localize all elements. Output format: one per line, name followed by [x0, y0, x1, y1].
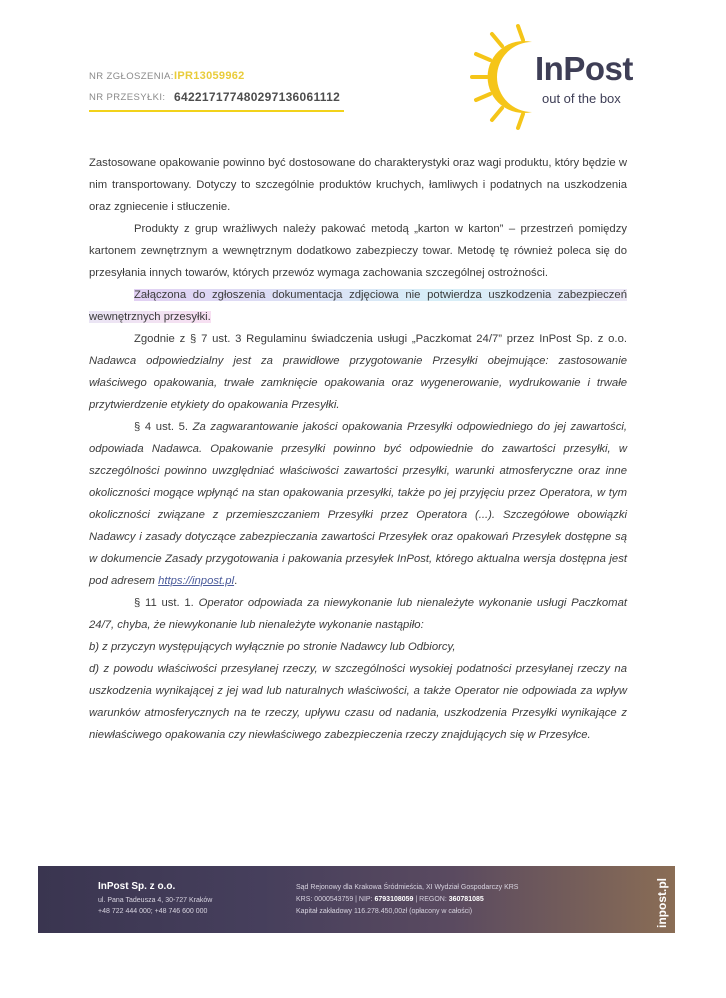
parcel-number-label: NR PRZESYŁKI: [89, 92, 166, 103]
regulation-11-lead: § 11 ust. 1. [134, 597, 194, 609]
paragraph-regulation-7 [89, 328, 627, 416]
footer-capital: Kapitał zakładowy 116.278.450,00zł (opłacony w całości) [296, 908, 473, 915]
regulation-4-lead: § 4 ust. 5. [134, 421, 189, 433]
inpost-link[interactable]: https://inpost.pl [158, 575, 235, 587]
paragraph-photo-documentation [89, 284, 627, 328]
regulation-4-quote: Za zagwarantowanie jakości opakowania Przesyłki odpowiedniego do jej zawartości, odpowiada Nadawca. Opakowanie przesyłki powinno być odpowiednie do zawartości przesyłki, w szczególności powinno uwzględniać właściwości zawartości przesyłki, warunki atmosferyczne oraz inne okoliczności mogące wpłynąć na stan opakowania przesyłki, także po jej przyjęciu przez Operatora, w tym okoliczności związane z przemieszczaniem Przesyłki przez Operatora (...). Szczegółowe obowiązki Nadawcy i zasady dotyczące zabezpieczania zawartości Przesyłek oraz opakowań Przesyłek dostępne są w dokumencie Zasady przygotowania i pakowania przesyłek InPost, którego aktualna wersja dostępna jest pod adresem [89, 421, 627, 587]
footer-regon-label: | REGON: [415, 896, 447, 903]
paragraph-packaging: Zastosowane opakowanie powinno być dostosowane do charakterystyki oraz wagi produktu, który będzie w nim transportowany. Dotyczy to szczególnie produktów kruchych, łamliwych i podatnych na uszkodzenia oraz zgniecenie i stłuczenie. [89, 157, 627, 213]
claim-number-value: IPR13059962 [174, 70, 245, 82]
footer-brand-text: inpost.pl [655, 878, 669, 928]
footer-banner [38, 866, 675, 933]
header-underline [89, 110, 344, 112]
logo-name: InPost [535, 50, 633, 87]
footer-company-name: InPost Sp. z o.o. [98, 881, 176, 892]
paragraph-regulation-4: § 4 ust. 5. Za zagwarantowanie jakości opakowania Przesyłki odpowiedniego do jej zawartości, odpowiada Nadawca. Opakowanie przesyłki powinno być odpowiednie do zawartości przesyłki, w szczególności powinno uwzględniać właściwości zawartości przesyłki, warunki atmosferyczne oraz inne okoliczności mogące wpłynąć na stan opakowania przesyłki, także po jej przyjęciu przez Operatora, w tym okoliczności związane z przemieszczaniem Przesyłki przez Operatora (...). Szczegółowe obowiązki Nadawcy i zasady dotyczące zabezpieczania zawartości Przesyłek oraz opakowań Przesyłek dostępne są w dokumencie Zasady przygotowania i pakowania przesyłek InPost, którego aktualna wersja dostępna jest pod adresem https://inpost.pl. [89, 421, 627, 587]
regulation-7-quote: Nadawca odpowiedzialny jest za prawidłowe przygotowanie Przesyłki obejmujące: zastosowanie właściwego opakowania, trwałe zamknięcie opakowania oraz wygenerowanie, wydrukowanie i trwałe przytwierdzenie etykiety do opakowania Przesyłki. [89, 355, 627, 411]
logo-tagline: out of the box [542, 91, 621, 106]
claim-number-label: NR ZGŁOSZENIA: [89, 71, 174, 82]
regulation-11-quote: Operator odpowiada za niewykonanie lub nienależyte wykonanie usługi Paczkomat 24/7, chyba, że niewykonanie lub nienależyte wykonanie nastąpiło: [89, 597, 627, 631]
highlighted-text: Załączona do zgłoszenia dokumentacja zdjęciowa nie potwierdza uszkodzenia zabezpieczeń wewnętrznych przesyłki. [89, 289, 627, 323]
footer-krs: KRS: 0000543759 | NIP: [296, 896, 373, 903]
footer-registry [296, 896, 484, 903]
regulation-7-lead: Zgodnie z § 7 ust. 3 Regulaminu świadczenia usługi „Paczkomat 24/7” przez InPost Sp. z o.o. [134, 333, 627, 345]
footer-nip: 6793108059 [374, 896, 414, 903]
footer-address: ul. Pana Tadeusza 4, 30-727 Kraków [98, 897, 213, 904]
list-item-d: d) z powodu właściwości przesyłanej rzeczy, w szczególności wysokiej podatności przesyłanej rzeczy na uszkodzenia wynikającej z jej wad lub naturalnych właściwości, a także Operator nie odpowiada za wpływ warunków atmosferycznych na te rzeczy, upływu czasu od nadania, uszkodzenia Przesyłki wynikające z niewłaściwego opakowania czy niewłaściwego zabezpieczenia rzeczy znajdujących się w Przesyłce. [89, 663, 627, 741]
paragraph-box-in-box: Produkty z grup wrażliwych należy pakować metodą „karton w karton” – przestrzeń pomiędzy kartonem zewnętrznym a wewnętrznym dodatkowo zabezpieczy towar. Metodę tę również poleca się do przesyłania innych towarów, których przewóz wymaga zachowania szczególnej ostrożności. [89, 223, 627, 279]
paragraph-regulation-11 [89, 592, 627, 636]
letter-body [89, 152, 627, 746]
footer-regon: 360781085 [448, 896, 484, 903]
footer-court: Sąd Rejonowy dla Krakowa Śródmieścia, XI Wydział Gospodarczy KRS [296, 884, 519, 891]
footer-brand [655, 872, 669, 928]
parcel-number-value: 642217177480297136061112 [174, 90, 341, 104]
list-item-b: b) z przyczyn występujących wyłącznie po stronie Nadawcy lub Odbiorcy, [89, 641, 456, 653]
footer-phones: +48 722 444 000; +48 746 600 000 [98, 908, 208, 915]
